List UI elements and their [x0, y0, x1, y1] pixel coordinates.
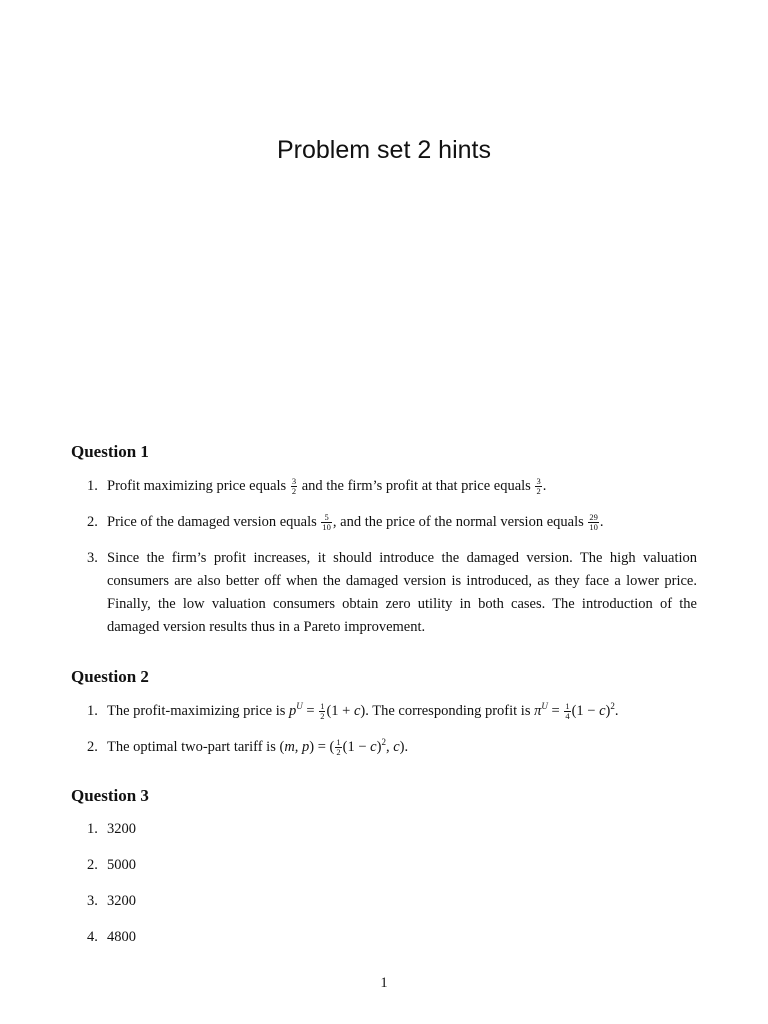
fraction: $\frac{5}{10}$	[322, 512, 331, 533]
list-item: 2. 5000	[87, 857, 136, 873]
fraction: $\frac{3}{2}$	[536, 476, 541, 497]
question-2-section	[71, 666, 711, 759]
list-item: 1. Profit maximizing price equals $\frac{3}{2}$ and the firm’s profit at that price equals $\frac{3}{2}$ .	[87, 476, 547, 497]
page-title: Problem set 2 hints	[277, 136, 491, 164]
list-item: 3. 3200	[87, 893, 136, 909]
list-item: 1. The profit-maximizing price is $p^U$ = $\frac{1}{2}$ (1 + c). The corresponding profit is $\pi^U$ = $\frac{1}{4}$ $(1 - c)^2$.	[87, 701, 619, 722]
list-item: 3. Since the firm’s profit increases, it should introduce the damaged version. The high valuation consumers are also better off when the damaged version is introduced, as they face a lower price. Finally, the low valuation consumers obtain zero utility in both cases. The introduction of the damaged version results thus in a Pareto improvement.	[87, 550, 697, 635]
page-number: 1	[380, 975, 388, 991]
fraction: $\frac{1}{2}$	[320, 701, 325, 722]
list-item: 2. The optimal two-part tariff is (m, p) = ( $\frac{1}{2}$ $(1 - c)^2$, c).	[87, 737, 409, 758]
question-1-heading: Question 1	[71, 442, 149, 461]
list-item: 1. 3200	[87, 821, 136, 837]
list-item: 2. Price of the damaged version equals $\frac{5}{10}$ , and the price of the normal version equals $\frac{29}{10}$ .	[87, 512, 604, 533]
list-item: 4. 4800	[87, 929, 136, 945]
fraction: $\frac{3}{2}$	[291, 476, 297, 497]
question-1-section	[71, 441, 711, 639]
question-2-heading: Question 2	[71, 667, 149, 686]
fraction: $\frac{1}{4}$	[565, 701, 570, 722]
question-3-section	[71, 785, 711, 949]
fraction: $\frac{29}{10}$	[589, 512, 598, 533]
fraction: $\frac{1}{2}$	[336, 737, 341, 758]
question-3-heading: Question 3	[71, 786, 149, 805]
